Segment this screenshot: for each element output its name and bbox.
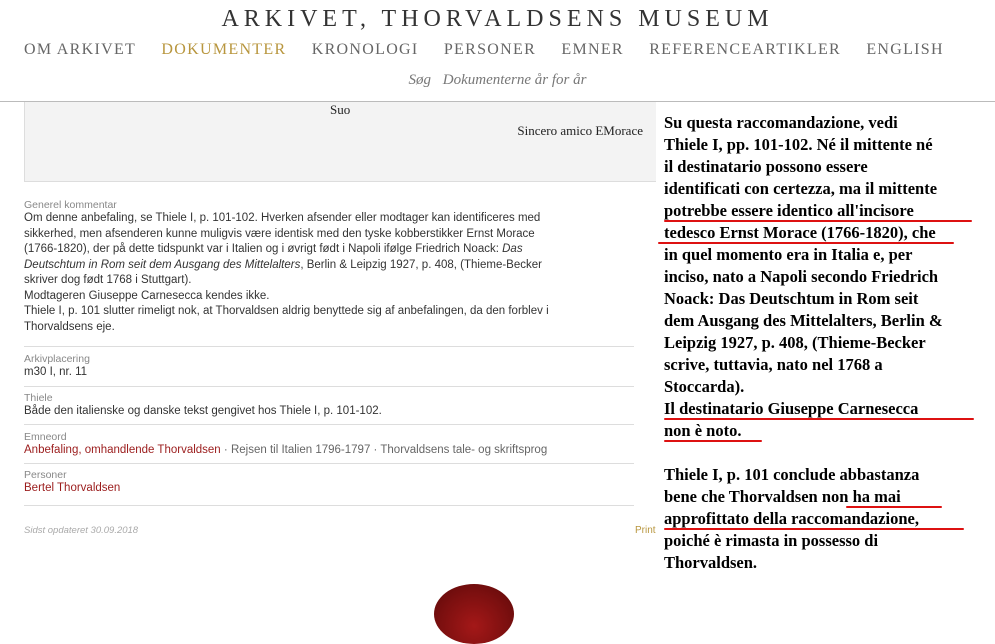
underline-mark [664,418,974,420]
underline-mark [664,528,964,530]
overlay-line: approfittato della raccomandazione, [664,509,919,528]
nav-item-referenceartikler[interactable]: REFERENCEARTIKLER [649,41,841,58]
nav-item-dokumenter[interactable]: DOKUMENTER [161,41,287,58]
archive-value: m30 I, nr. 11 [24,366,88,378]
archive-section [24,353,634,381]
general-comment-label: Generel kommentar [24,199,117,211]
comment-line: Om denne anbefaling, se Thiele I, p. 101-102. Hverken afsender eller modtager kan identificeres med [24,212,541,224]
comment-line: Thorvaldsens eje. [24,320,115,333]
comment-line: Thiele I, p. 101 slutter rimeligt nok, at Thorvaldsen aldrig benyttede sig af anbefalingen, da den forblev i [24,305,549,317]
main-nav [24,41,964,59]
letter-transcription [24,102,664,182]
general-comment-section [24,199,634,335]
overlay-line: bene che Thorvaldsen non ha mai [664,487,901,506]
underline-mark [664,440,762,442]
overlay-line: scrive, tuttavia, nato nel 1768 a [664,355,883,374]
nav-item-om-arkivet[interactable]: OM ARKIVET [24,41,137,58]
underline-mark [846,506,942,508]
overlay-line: il destinatario possono essere [664,157,868,176]
nav-item-english[interactable]: ENGLISH [866,41,944,58]
letter-signature: Sincero amico EMorace [517,123,643,138]
comment-line: Modtageren Giuseppe Carnesecca kendes ikke. [24,289,270,302]
nav-item-personer[interactable]: PERSONER [443,41,537,58]
underline-mark [664,220,972,222]
translation-overlay-text [664,112,994,574]
overlay-line: potrebbe essere identico all'incisore [664,201,914,220]
print-link[interactable]: Print [635,525,656,536]
subject-separator: · [373,444,378,456]
thiele-label: Thiele [24,392,53,404]
last-updated: Sidst opdateret 30.09.2018 [24,525,139,536]
subnav-item-by-year[interactable]: Dokumenterne år for år [442,72,587,88]
subject-link-rejsen[interactable]: Rejsen til Italien 1796-1797 [230,444,371,456]
persons-label: Personer [24,469,67,481]
overlay-line: Thiele I, pp. 101-102. Né il mittente né [664,135,933,154]
subject-link-tale[interactable]: Thorvaldsens tale- og skriftsprog [380,444,548,456]
overlay-line: tedesco Ernst Morace (1766-1820), che [664,223,936,242]
section-divider [24,346,634,347]
nav-item-emner[interactable]: EMNER [561,41,624,58]
wax-seal-image [434,584,514,644]
thiele-section [24,392,634,420]
comment-line: Deutschtum in Rom seit dem Ausgang des Mittelalters, Berlin & Leipzig 1927, p. 408, (Thieme-Becker [24,258,542,271]
subjects-list [24,443,634,459]
section-divider [24,463,634,464]
nav-item-kronologi[interactable]: KRONOLOGI [311,41,419,58]
persons-section [24,469,634,497]
person-link-thorvaldsen[interactable]: Bertel Thorvaldsen [24,482,121,494]
comment-line: skriver dog født 1768 i Stuttgart). [24,274,192,286]
subject-link-anbefaling[interactable]: Anbefaling, omhandlende Thorvaldsen [24,444,221,456]
subject-separator: · [223,444,228,456]
overlay-line: dem Ausgang des Mittelalters, Berlin & [664,311,943,330]
comment-line: (1766-1820), der på dette tidspunkt var i Italien og i øvrigt født i Napoli ifølge Friedrich Noack: Das [24,243,523,255]
section-divider [24,505,634,506]
thiele-value: Både den italienske og danske tekst gengivet hos Thiele I, p. 101-102. [24,405,382,417]
comment-line: sikkerhed, men afsenderen kunne muligvis være identisk med den tyske kobberstikker Ernst Morace [24,227,535,240]
overlay-line: in quel momento era in Italia e, per [664,245,913,264]
overlay-line: poiché è rimasta in possesso di [664,531,879,550]
overlay-line: Leipzig 1927, p. 408, (Thieme-Becker [664,333,926,352]
overlay-line: Thorvaldsen. [664,553,758,572]
letter-closing: Suo [330,102,351,117]
underline-mark [658,242,954,244]
archive-label: Arkivplacering [24,353,90,365]
general-comment-text [24,211,634,335]
overlay-line: Stoccarda). [664,377,745,396]
section-divider [24,424,634,425]
site-title[interactable]: ARKIVET, THORVALDSENS MUSEUM [221,6,774,32]
overlay-line: Su questa raccomandazione, vedi [664,113,898,132]
sub-nav [0,72,995,89]
subjects-section [24,431,634,459]
overlay-line: identificati con certezza, ma il mittente [664,179,938,198]
section-divider [24,386,634,387]
overlay-line: inciso, nato a Napoli secondo Friedrich [664,267,939,286]
overlay-line: Thiele I, p. 101 conclude abbastanza [664,465,920,484]
overlay-line: Il destinatario Giuseppe Carnesecca [664,399,919,418]
overlay-line: non è noto. [664,421,742,440]
overlay-line: Noack: Das Deutschtum in Rom seit [664,289,919,308]
subjects-label: Emneord [24,431,67,443]
subnav-item-search[interactable]: Søg [408,72,431,88]
